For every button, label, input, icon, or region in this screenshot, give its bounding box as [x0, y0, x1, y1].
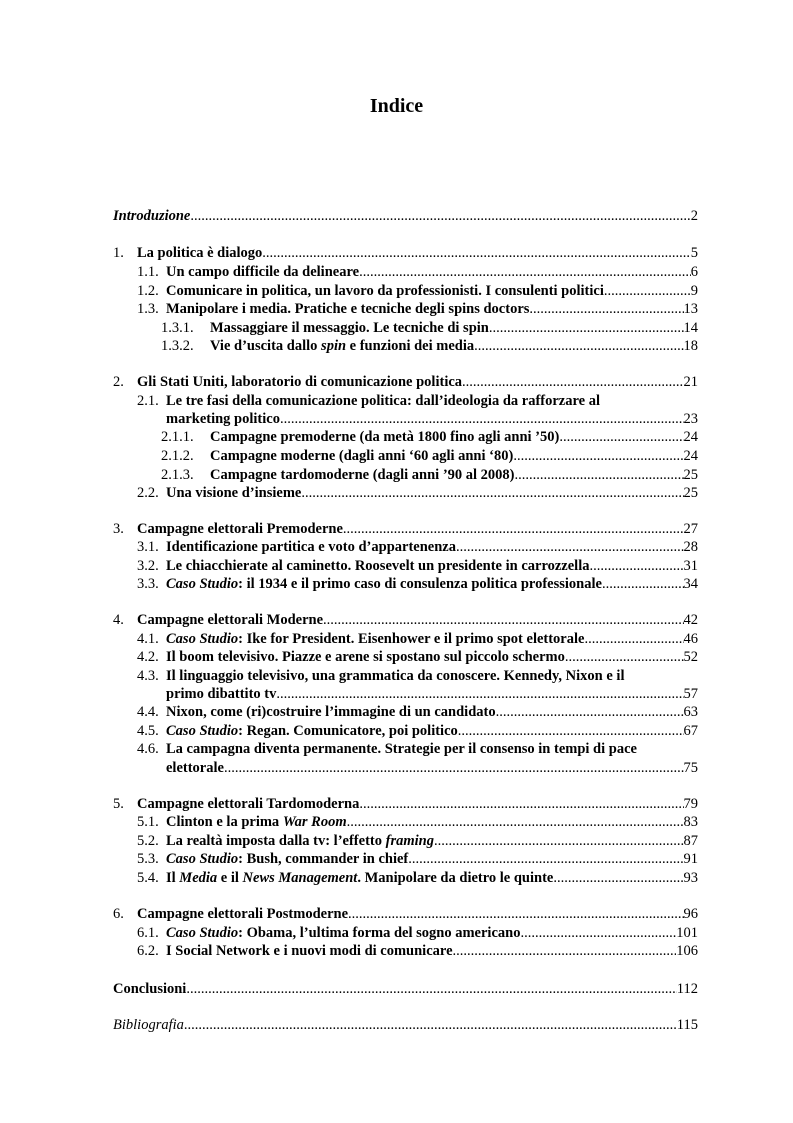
- toc-entry[interactable]: [113, 759, 698, 778]
- toc-title-part: Comunicare in politica, un lavoro da professionisti. I consulenti politici: [166, 283, 604, 299]
- toc-entry-title: [166, 722, 458, 741]
- toc-entry-title: [166, 703, 496, 722]
- dot-leader: [343, 520, 684, 539]
- toc-entry-title: [166, 630, 584, 649]
- toc-page-number: 28: [683, 539, 698, 555]
- toc-title-part: Campagne elettorali Postmoderne: [137, 906, 349, 922]
- toc-title-part: Nixon, come (ri)costruire l’immagine di un candidato: [166, 704, 496, 720]
- toc-entry[interactable]: [113, 795, 698, 814]
- toc-entry-title: [210, 337, 474, 356]
- toc-entry-title: [137, 244, 262, 263]
- toc-entry[interactable]: [113, 667, 698, 686]
- toc-title-part: Caso Studio: [166, 851, 239, 867]
- toc-title-part: War Room: [282, 814, 347, 830]
- toc-entry-title: [166, 869, 553, 888]
- dot-leader: [553, 869, 683, 888]
- toc-entry-title: [113, 980, 186, 999]
- toc-entry[interactable]: [113, 648, 698, 667]
- dot-leader: [584, 630, 683, 649]
- toc-title-part: Media: [179, 870, 218, 886]
- toc-entry-title: [166, 392, 600, 411]
- toc-entry-number: 5.3.: [137, 851, 159, 867]
- toc-page-number: 5: [690, 245, 698, 261]
- toc-page-number: 115: [676, 1017, 698, 1033]
- toc-title-part: Il linguaggio televisivo, una grammatica da conoscere. Kennedy, Nixon e il: [166, 668, 625, 684]
- toc-page-number: 96: [683, 906, 698, 922]
- toc-title-part: Campagne elettorali Tardomoderna: [137, 796, 360, 812]
- toc-entry-title: [166, 759, 224, 778]
- toc-entry-title: [166, 740, 637, 759]
- toc-entry-number: 4.2.: [137, 649, 159, 665]
- toc-title-part: : Regan. Comunicatore, poi politico: [238, 723, 458, 739]
- toc-title-part: primo dibattito tv: [166, 686, 277, 702]
- dot-leader: [347, 813, 684, 832]
- toc-entry-number: 6.: [113, 906, 124, 922]
- toc-entry-title: [210, 428, 559, 447]
- toc-entry[interactable]: [113, 319, 698, 338]
- toc-page-number: 83: [683, 814, 698, 830]
- dot-leader: [458, 722, 684, 741]
- toc-title-part: Campagne moderne (dagli anni ‘60 agli anni ‘80): [210, 448, 514, 464]
- toc-title-part: Campagne tardomoderne (dagli anni ’90 al 2008): [210, 467, 515, 483]
- toc-title-part: . Manipolare da dietro le quinte: [357, 870, 554, 886]
- toc-page-number: 87: [683, 833, 698, 849]
- toc-entry-title: [166, 924, 520, 943]
- dot-leader: [520, 924, 676, 943]
- toc-entry-number: 2.1.3.: [161, 467, 194, 483]
- toc-title-part: La realtà imposta dalla tv: l’effetto: [166, 833, 386, 849]
- toc-entry-title: [166, 685, 276, 704]
- toc-entry[interactable]: [113, 1016, 698, 1035]
- toc-entry-number: 2.1.1.: [161, 429, 194, 445]
- toc-title-part: I Social Network e i nuovi modi di comunicare: [166, 943, 453, 959]
- page-title: Indice: [369, 95, 424, 117]
- toc-page-number: 6: [690, 264, 698, 280]
- dot-leader: [453, 942, 677, 961]
- toc-page-number: 34: [683, 576, 698, 592]
- toc-entry[interactable]: [113, 630, 698, 649]
- toc-page-number: 25: [683, 467, 698, 483]
- dot-leader: [559, 428, 683, 447]
- toc-entry-title: [166, 667, 625, 686]
- toc-page-number: 75: [683, 760, 698, 776]
- toc-entry-number: 5.1.: [137, 814, 159, 830]
- toc-entry[interactable]: [113, 538, 698, 557]
- toc-page-number: 52: [683, 649, 698, 665]
- toc-title-part: Identificazione partitica e voto d’appartenenza: [166, 539, 456, 555]
- toc-entry-number: 2.: [113, 374, 124, 390]
- dot-leader: [224, 759, 684, 778]
- toc-entry-number: 1.2.: [137, 283, 159, 299]
- toc-entry-title: [166, 813, 347, 832]
- toc-entry-number: 1.1.: [137, 264, 159, 280]
- toc-page-number: 42: [683, 612, 698, 628]
- dot-leader: [184, 1016, 677, 1035]
- toc-title-part: Caso Studio: [166, 631, 239, 647]
- toc-page-number: 24: [683, 429, 698, 445]
- toc-entry-title: [137, 905, 348, 924]
- toc-title-part: : Obama, l’ultima forma del sogno americano: [238, 925, 521, 941]
- toc-entry-number: 5.4.: [137, 870, 159, 886]
- toc-title-part: Campagne elettorali Moderne: [137, 612, 324, 628]
- toc-entry-title: [166, 538, 456, 557]
- toc-page-number: 57: [683, 686, 698, 702]
- toc-entry[interactable]: [113, 410, 698, 429]
- dot-leader: [434, 832, 684, 851]
- toc-entry-title: [166, 942, 453, 961]
- toc-page-number: 101: [676, 925, 698, 941]
- toc-title-part: Campagne elettorali Premoderne: [137, 521, 343, 537]
- toc-page-number: 14: [683, 320, 698, 336]
- toc-entry[interactable]: [113, 300, 698, 319]
- toc-entry-title: [166, 410, 280, 429]
- toc-entry-title: [137, 373, 462, 392]
- toc-title-part: Le chiacchierate al caminetto. Roosevelt un presidente in carrozzella: [166, 558, 590, 574]
- toc-title-part: Il boom televisivo. Piazze e arene si spostano sul piccolo schermo: [166, 649, 565, 665]
- toc-page-number: 9: [690, 283, 698, 299]
- toc-entry-number: 6.1.: [137, 925, 159, 941]
- toc-entry-title: [137, 611, 323, 630]
- toc-page-number: 27: [683, 521, 698, 537]
- toc-title-part: Le tre fasi della comunicazione politica: dall’ideologia da rafforzare al: [166, 393, 600, 409]
- toc-entry[interactable]: [113, 557, 698, 576]
- toc-entry-title: [166, 832, 434, 851]
- toc-entry[interactable]: [113, 282, 698, 301]
- toc-entry[interactable]: [113, 611, 698, 630]
- toc-entry-title: [210, 466, 515, 485]
- dot-leader: [359, 263, 691, 282]
- toc-entry[interactable]: [113, 685, 698, 704]
- toc-entry-number: 1.3.1.: [161, 320, 194, 336]
- toc-entry[interactable]: [113, 466, 698, 485]
- toc-title-part: Massaggiare il messaggio. Le tecniche di spin: [210, 320, 489, 336]
- dot-leader: [190, 207, 690, 226]
- toc-entry-title: [166, 648, 565, 667]
- toc-entry-title: [137, 520, 343, 539]
- toc-page-number: 21: [683, 374, 698, 390]
- toc-page-number: 2: [690, 208, 698, 224]
- toc-entry[interactable]: [113, 263, 698, 282]
- toc-entry[interactable]: [113, 428, 698, 447]
- toc-entry-number: 5.: [113, 796, 124, 812]
- toc-entry-number: 1.: [113, 245, 124, 261]
- toc-page-number: 91: [683, 851, 698, 867]
- dot-leader: [513, 447, 683, 466]
- toc-title-part: Gli Stati Uniti, laboratorio di comunicazione politica: [137, 374, 463, 390]
- dot-leader: [565, 648, 684, 667]
- toc-title-part: e il: [217, 870, 243, 886]
- toc-entry-title: [166, 557, 590, 576]
- dot-leader: [604, 282, 691, 301]
- dot-leader: [590, 557, 684, 576]
- toc-entry-number: 6.2.: [137, 943, 159, 959]
- toc-entry[interactable]: [113, 722, 698, 741]
- toc-page-number: 93: [683, 870, 698, 886]
- toc-entry-number: 3.3.: [137, 576, 159, 592]
- dot-leader: [301, 484, 683, 503]
- toc-page-number: 18: [683, 338, 698, 354]
- toc-entry-title: [166, 282, 604, 301]
- toc-title-part: : Bush, commander in chief: [238, 851, 409, 867]
- toc-title-part: La politica è dialogo: [137, 245, 263, 261]
- toc-page-number: 112: [676, 981, 698, 997]
- toc-entry-number: 3.1.: [137, 539, 159, 555]
- toc-entry-title: [166, 300, 529, 319]
- toc-entry-title: [113, 1016, 184, 1035]
- dot-leader: [359, 795, 683, 814]
- toc-entry[interactable]: [113, 392, 698, 411]
- toc-title-part: La campagna diventa permanente. Strategie per il consenso in tempi di pace: [166, 741, 637, 757]
- dot-leader: [496, 703, 684, 722]
- toc-entry-number: 5.2.: [137, 833, 159, 849]
- toc-entry-number: 4.1.: [137, 631, 159, 647]
- toc-title-part: Clinton e la prima: [166, 814, 283, 830]
- toc-entry[interactable]: [113, 942, 698, 961]
- toc-entry[interactable]: [113, 740, 698, 759]
- toc-entry-title: [210, 319, 489, 338]
- toc-entry-title: [166, 484, 301, 503]
- toc-entry-number: 4.4.: [137, 704, 159, 720]
- toc-entry[interactable]: [113, 373, 698, 392]
- toc-title-part: e funzioni dei media: [346, 338, 475, 354]
- toc-title-part: Il: [166, 870, 180, 886]
- toc-title-part: : il 1934 e il primo caso di consulenza politica professionale: [238, 576, 602, 592]
- toc-entry-number: 3.: [113, 521, 124, 537]
- toc-title-part: Manipolare i media. Pratiche e tecniche degli spins doctors: [166, 301, 530, 317]
- toc-entry[interactable]: [113, 869, 698, 888]
- toc-entry[interactable]: [113, 520, 698, 539]
- toc-title-part: : Ike for President. Eisenhower e il primo spot elettorale: [238, 631, 585, 647]
- toc-title-part: Campagne premoderne (da metà 1800 fino agli anni ’50): [210, 429, 560, 445]
- toc-title-part: News Management: [242, 870, 358, 886]
- toc-entry[interactable]: [113, 207, 698, 226]
- toc-entry-number: 2.1.2.: [161, 448, 194, 464]
- toc-title-part: Introduzione: [113, 208, 191, 224]
- dot-leader: [489, 319, 684, 338]
- toc-entry[interactable]: [113, 337, 698, 356]
- toc-entry-number: 2.1.: [137, 393, 159, 409]
- toc-page-number: 25: [683, 485, 698, 501]
- toc-entry-number: 4.: [113, 612, 124, 628]
- toc-entry-title: [166, 263, 359, 282]
- toc-entry-title: [113, 207, 190, 226]
- toc-page-number: 23: [683, 411, 698, 427]
- toc-entry-number: 4.6.: [137, 741, 159, 757]
- toc-page-number: 63: [683, 704, 698, 720]
- dot-leader: [262, 244, 690, 263]
- toc-entry-number: 4.5.: [137, 723, 159, 739]
- toc-entry[interactable]: [113, 850, 698, 869]
- dot-leader: [529, 300, 683, 319]
- toc-entry-number: 2.2.: [137, 485, 159, 501]
- toc-title-part: Caso Studio: [166, 723, 239, 739]
- dot-leader: [456, 538, 684, 557]
- toc-title-part: spin: [321, 338, 347, 354]
- toc-page-number: 13: [683, 301, 698, 317]
- dot-leader: [276, 685, 683, 704]
- toc-entry-title: [137, 795, 359, 814]
- toc-entry-number: 4.3.: [137, 668, 159, 684]
- toc-entry[interactable]: [113, 905, 698, 924]
- toc-title-part: Un campo difficile da delineare: [166, 264, 360, 280]
- toc-page-number: 67: [683, 723, 698, 739]
- toc-entry[interactable]: [113, 980, 698, 999]
- toc-title-part: Una visione d’insieme: [166, 485, 302, 501]
- toc-entry-title: [210, 447, 513, 466]
- toc-entry-title: [166, 575, 602, 594]
- toc-page-number: 79: [683, 796, 698, 812]
- toc-entry-number: 3.2.: [137, 558, 159, 574]
- toc-title-part: marketing politico: [166, 411, 280, 427]
- toc-page-number: 24: [683, 448, 698, 464]
- toc-entry-number: 1.3.: [137, 301, 159, 317]
- toc-title-part: Caso Studio: [166, 576, 239, 592]
- dot-leader: [186, 980, 676, 999]
- toc-entry[interactable]: [113, 244, 698, 263]
- dot-leader: [602, 575, 684, 594]
- toc-title-part: Conclusioni: [113, 981, 187, 997]
- toc-entry-number: 1.3.2.: [161, 338, 194, 354]
- dot-leader: [515, 466, 684, 485]
- toc-entry[interactable]: [113, 813, 698, 832]
- toc-page-number: 106: [676, 943, 698, 959]
- dot-leader: [462, 373, 683, 392]
- dot-leader: [323, 611, 683, 630]
- toc-page-number: 31: [683, 558, 698, 574]
- toc-entry[interactable]: [113, 703, 698, 722]
- dot-leader: [408, 850, 683, 869]
- dot-leader: [348, 905, 683, 924]
- toc-title-part: Bibliografia: [113, 1017, 184, 1033]
- toc-entry[interactable]: [113, 447, 698, 466]
- toc-entry-title: [166, 850, 408, 869]
- dot-leader: [474, 337, 683, 356]
- toc-title-part: Caso Studio: [166, 925, 239, 941]
- toc-entry[interactable]: [113, 832, 698, 851]
- toc-title-part: elettorale: [166, 760, 224, 776]
- toc-title-part: Vie d’uscita dallo: [210, 338, 322, 354]
- toc-entry[interactable]: [113, 924, 698, 943]
- toc-title-part: framing: [385, 833, 434, 849]
- toc-entry[interactable]: [113, 484, 698, 503]
- toc-entry[interactable]: [113, 575, 698, 594]
- dot-leader: [280, 410, 684, 429]
- toc-page-number: 46: [683, 631, 698, 647]
